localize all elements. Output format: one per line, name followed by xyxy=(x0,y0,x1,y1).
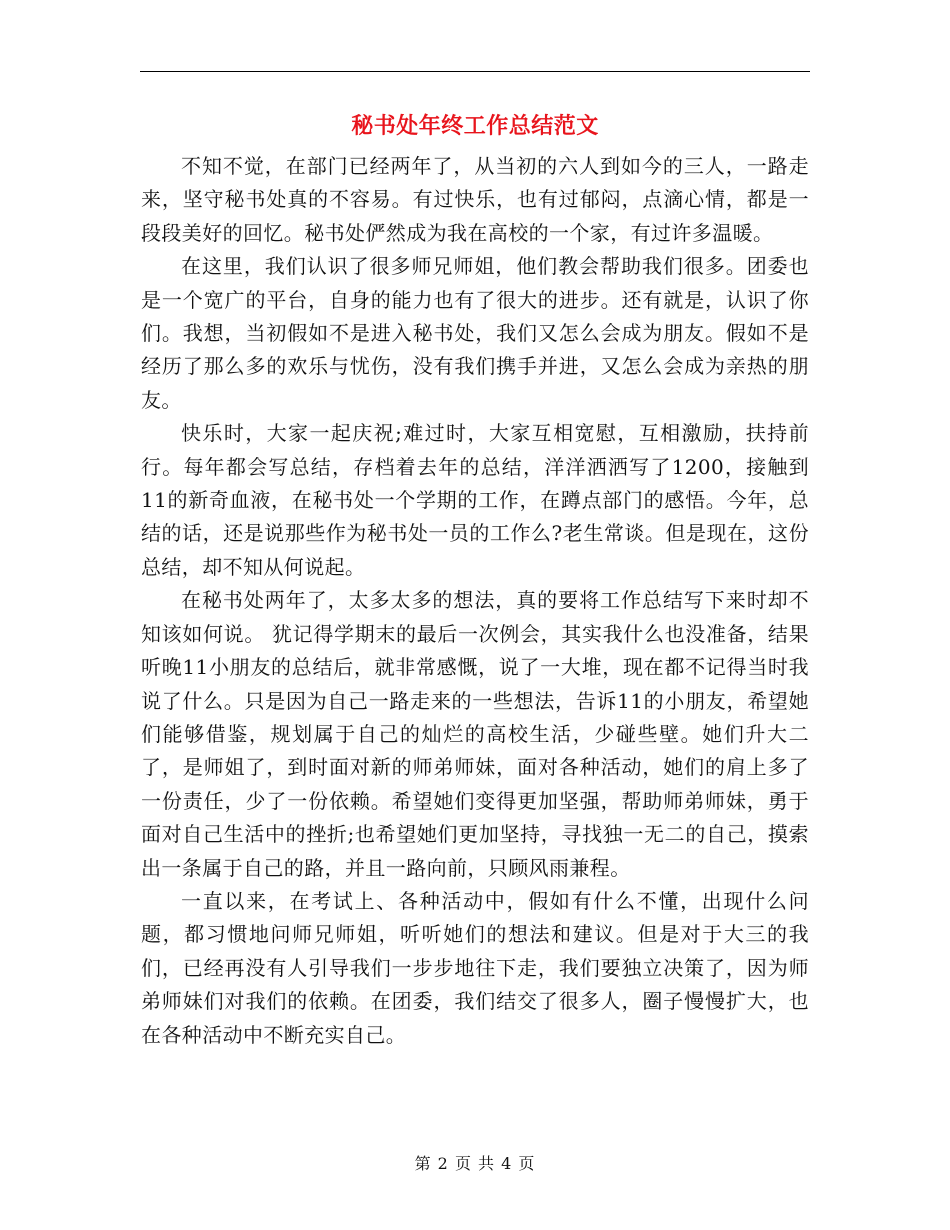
paragraph: 不知不觉，在部门已经两年了，从当初的六人到如今的三人，一路走来，坚守秘书处真的不容易。有过快乐，也有过郁闷，点滴心情，都是一段段美好的回忆。秘书处俨然成为我在高校的一个家，有过许多温暖。 xyxy=(141,154,809,245)
paragraph: 快乐时，大家一起庆祝;难过时，大家互相宽慰，互相激励，扶持前行。每年都会写总结，存档着去年的总结，洋洋洒洒写了1200，接触到11的新奇血液，在秘书处一个学期的工作，在蹲点部门的感悟。今年，总结的话，还是说那些作为秘书处一员的工作么?老生常谈。但是现在，这份总结，却不知从何说起。 xyxy=(141,421,809,579)
document-body xyxy=(141,150,809,1052)
paragraph: 一直以来，在考试上、各种活动中，假如有什么不懂，出现什么问题，都习惯地问师兄师姐，听听她们的想法和建议。但是对于大三的我们，已经再没有人引导我们一步步地往下走，我们要独立决策了，因为师弟师妹们对我们的依赖。在团委，我们结交了很多人，圈子慢慢扩大，也在各种活动中不断充实自己。 xyxy=(141,888,809,1047)
paragraph: 在秘书处两年了，太多太多的想法，真的要将工作总结写下来时却不知该如何说。 犹记得学期末的最后一次例会，其实我什么也没准备，结果听晚11小朋友的总结后，就非常感慨，说了一大堆，现在都不记得当时我说了什么。只是因为自己一路走来的一些想法，告诉11的小朋友，希望她们能够借鉴，规划属于自己的灿烂的高校生活，少碰些壁。她们升大二了，是师姐了，到时面对新的师弟师妹，面对各种活动，她们的肩上多了一份责任，少了一份依赖。希望她们变得更加坚强，帮助师弟师妹，勇于面对自己生活中的挫折;也希望她们更加坚持，寻找独一无二的自己，摸索出一条属于自己的路，并且一路向前，只顾风雨兼程。 xyxy=(141,588,809,880)
header-rule xyxy=(140,71,810,72)
page-number-footer: 第 2 页 共 4 页 xyxy=(414,1154,536,1173)
paragraph: 在这里，我们认识了很多师兄师姐，他们教会帮助我们很多。团委也是一个宽广的平台，自身的能力也有了很大的进步。还有就是，认识了你们。我想，当初假如不是进入秘书处，我们又怎么会成为朋友。假如不是经历了那么多的欢乐与忧伤，没有我们携手并进，又怎么会成为亲热的朋友。 xyxy=(141,254,809,412)
document-title: 秘书处年终工作总结范文 xyxy=(351,113,599,139)
